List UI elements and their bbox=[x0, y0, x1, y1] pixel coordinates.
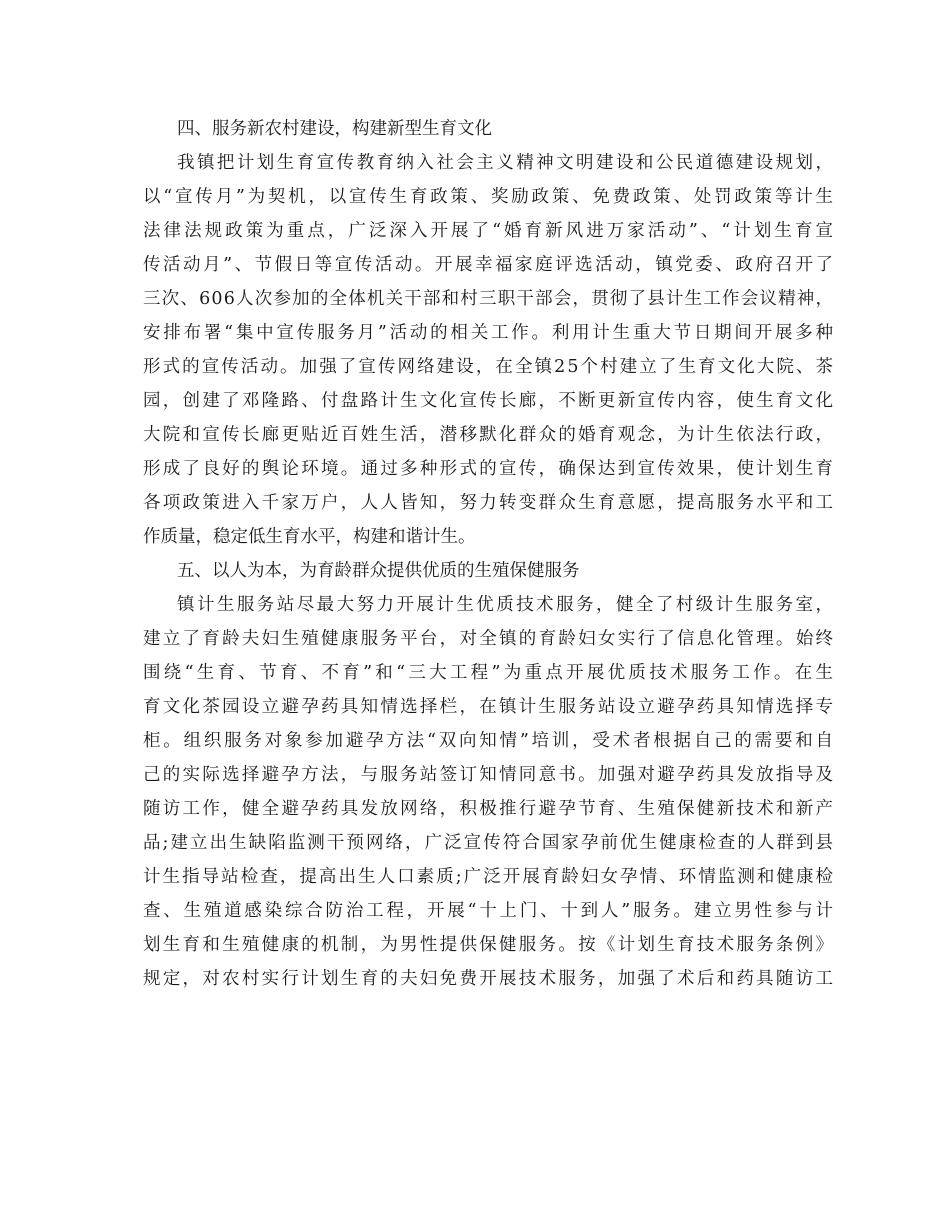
paragraph-line: 柜。组织服务对象参加避孕方法“双向知情”培训，受术者根据自己的需要和自 bbox=[143, 731, 836, 751]
paragraph-line: 法律法规政策为重点，广泛深入开展了“婚育新风进万家活动”、“计划生育宣 bbox=[143, 221, 837, 241]
paragraph-line: 我镇把计划生育宣传教育纳入社会主义精神文明建设和公民道德建设规划， bbox=[177, 153, 836, 173]
section-heading: 四、服务新农村建设，构建新型生育文化 bbox=[177, 119, 492, 139]
document-body bbox=[143, 112, 837, 996]
paragraph-line: 查、生殖道感染综合防治工程，开展“十上门、十到人”服务。建立男性参与计 bbox=[143, 901, 836, 921]
paragraph-line: 传活动月”、节假日等宣传活动。开展幸福家庭评选活动，镇党委、政府召开了 bbox=[143, 255, 836, 275]
paragraph-line: 作质量，稳定低生育水平，构建和谐计生。 bbox=[143, 527, 476, 547]
paragraph-line: 品;建立出生缺陷监测干预网络，广泛宣传符合国家孕前优生健康检查的人群到县 bbox=[143, 833, 836, 853]
paragraph-line: 三次、606人次参加的全体机关干部和村三职干部会，贯彻了县计生工作会议精神， bbox=[143, 289, 835, 309]
paragraph-line: 形成了良好的舆论环境。通过多种形式的宣传，确保达到宣传效果，使计划生育 bbox=[143, 459, 836, 479]
paragraph-line: 形式的宣传活动。加强了宣传网络建设，在全镇25个村建立了生育文化大院、茶 bbox=[143, 357, 836, 377]
paragraph-line: 园，创建了邓隆路、付盘路计生文化宣传长廊，不断更新宣传内容，使生育文化 bbox=[143, 391, 836, 411]
paragraph-line: 划生育和生殖健康的机制，为男性提供保健服务。按《计划生育技术服务条例》 bbox=[143, 935, 836, 955]
paragraph-line: 规定，对农村实行计划生育的夫妇免费开展技术服务，加强了术后和药具随访工 bbox=[143, 969, 836, 989]
paragraph-line: 建立了育龄夫妇生殖健康服务平台，对全镇的育龄妇女实行了信息化管理。始终 bbox=[143, 629, 836, 649]
paragraph-line: 安排布署“集中宣传服务月”活动的相关工作。利用计生重大节日期间开展多种 bbox=[143, 323, 836, 343]
section-heading: 五、以人为本，为育龄群众提供优质的生殖保健服务 bbox=[177, 561, 580, 581]
paragraph-line: 育文化茶园设立避孕药具知情选择栏，在镇计生服务站设立避孕药具知情选择专 bbox=[143, 697, 836, 717]
paragraph-line: 己的实际选择避孕方法，与服务站签订知情同意书。加强对避孕药具发放指导及 bbox=[143, 765, 836, 785]
paragraph-line: 随访工作，健全避孕药具发放网络，积极推行避孕节育、生殖保健新技术和新产 bbox=[143, 799, 836, 819]
paragraph-line: 各项政策进入千家万户，人人皆知，努力转变群众生育意愿，提高服务水平和工 bbox=[143, 493, 836, 513]
paragraph-line: 围绕“生育、节育、不育”和“三大工程”为重点开展优质技术服务工作。在生 bbox=[143, 663, 837, 683]
paragraph-line: 大院和宣传长廊更贴近百姓生活，潜移默化群众的婚育观念，为计生依法行政， bbox=[143, 425, 836, 445]
paragraph-line: 以“宣传月”为契机，以宣传生育政策、奖励政策、免费政策、处罚政策等计生 bbox=[143, 187, 836, 207]
paragraph-line: 计生指导站检查，提高出生人口素质;广泛开展育龄妇女孕情、环情监测和健康检 bbox=[143, 867, 836, 887]
paragraph-line: 镇计生服务站尽最大努力开展计生优质技术服务，健全了村级计生服务室， bbox=[177, 595, 836, 615]
